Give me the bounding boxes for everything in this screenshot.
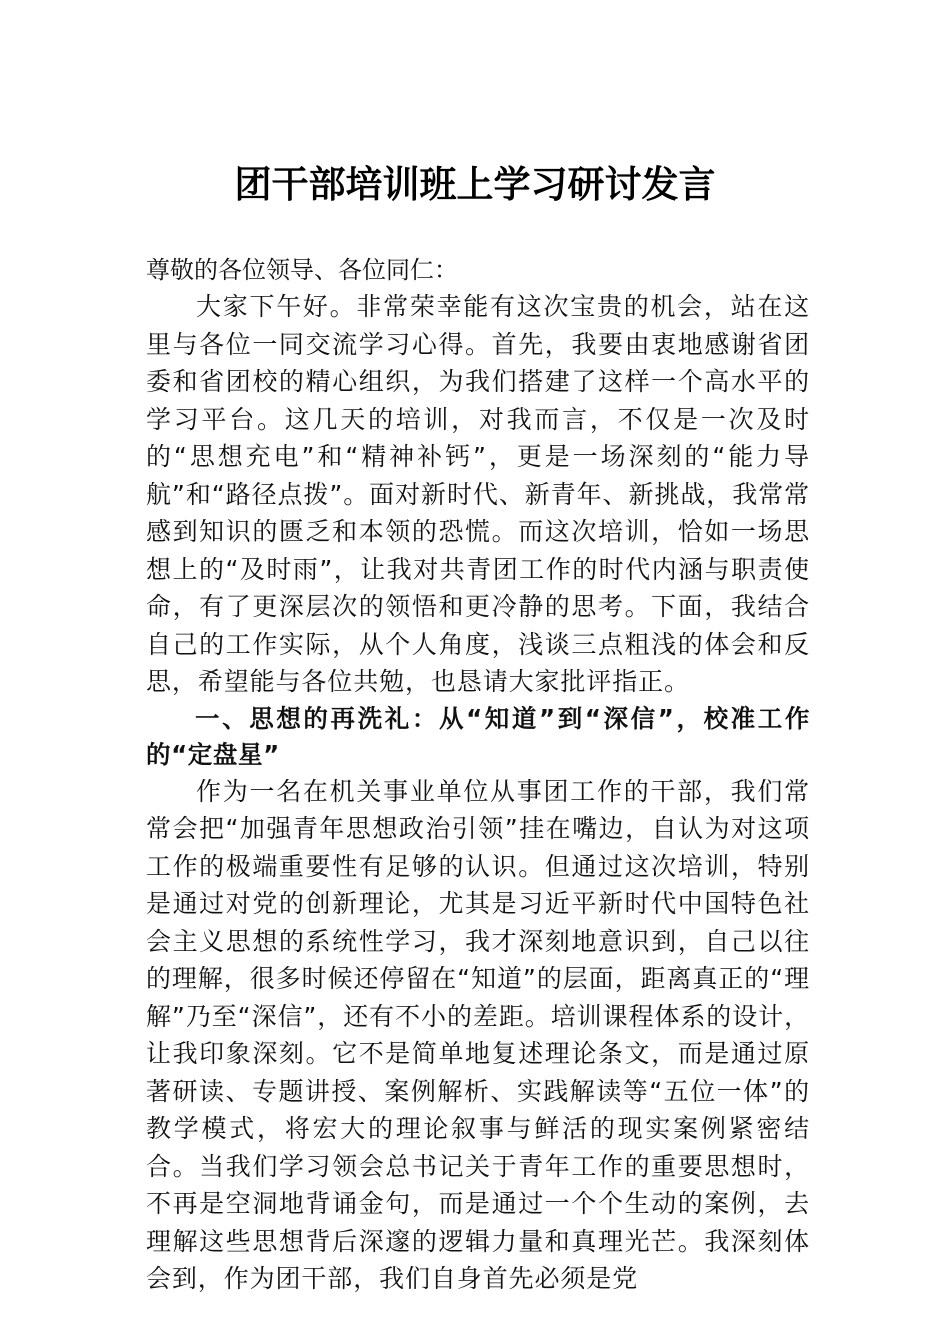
- document-body: [146, 252, 810, 1298]
- salutation: 尊敬的各位领导、各位同仁：: [146, 256, 458, 284]
- intro-paragraph: 大家下午好。非常荣幸能有这次宝贵的机会，站在这里与各位一同交流学习心得。首先，我要由衷地感谢省团委和省团校的精心组织，为我们搭建了这样一个高水平的学习平台。这几天的培训，对我而言，不仅是一次及时的“思想充电”和“精神补钙”，更是一场深刻的“能力导航”和“路径点拨”。面对新时代、新青年、新挑战，我常常感到知识的匮乏和本领的恐慌。而这次培训，恰如一场思想上的“及时雨”，让我对共青团工作的时代内涵与职责使命，有了更深层次的领悟和更冷静的思考。下面，我结合自己的工作实际，从个人角度，浅谈三点粗浅的体会和反思，希望能与各位共勉，也恳请大家批评指正。: [146, 292, 810, 696]
- section-paragraph-1: 作为一名在机关事业单位从事团工作的干部，我们常常会把“加强青年思想政治引领”挂在嘴边，自认为对这项工作的极端重要性有足够的认识。但通过这次培训，特别是通过对党的创新理论，尤其是习近平新时代中国特色社会主义思想的系统性学习，我才深刻地意识到，自己以往的理解，很多时候还停留在“知道”的层面，距离真正的“理解”乃至“深信”，还有不小的差距。培训课程体系的设计，让我印象深刻。它不是简单地复述理论条文，而是通过原著研读、专题讲授、案例解析、实践解读等“五位一体”的教学模式，将宏大的理论叙事与鲜活的现实案例紧密结合。当我们学习领会总书记关于青年工作的重要思想时，不再是空洞地背诵金句，而是通过一个个生动的案例，去理解这些思想背后深邃的逻辑力量和真理光芒。我深刻体会到，作为团干部，我们自身首先必须是党: [146, 776, 810, 1293]
- section-heading-1: 一、思想的再洗礼：从“知道”到“深信”，校准工作的“定盘星”: [146, 703, 810, 769]
- document-title: 团干部培训班上学习研讨发言: [234, 162, 716, 206]
